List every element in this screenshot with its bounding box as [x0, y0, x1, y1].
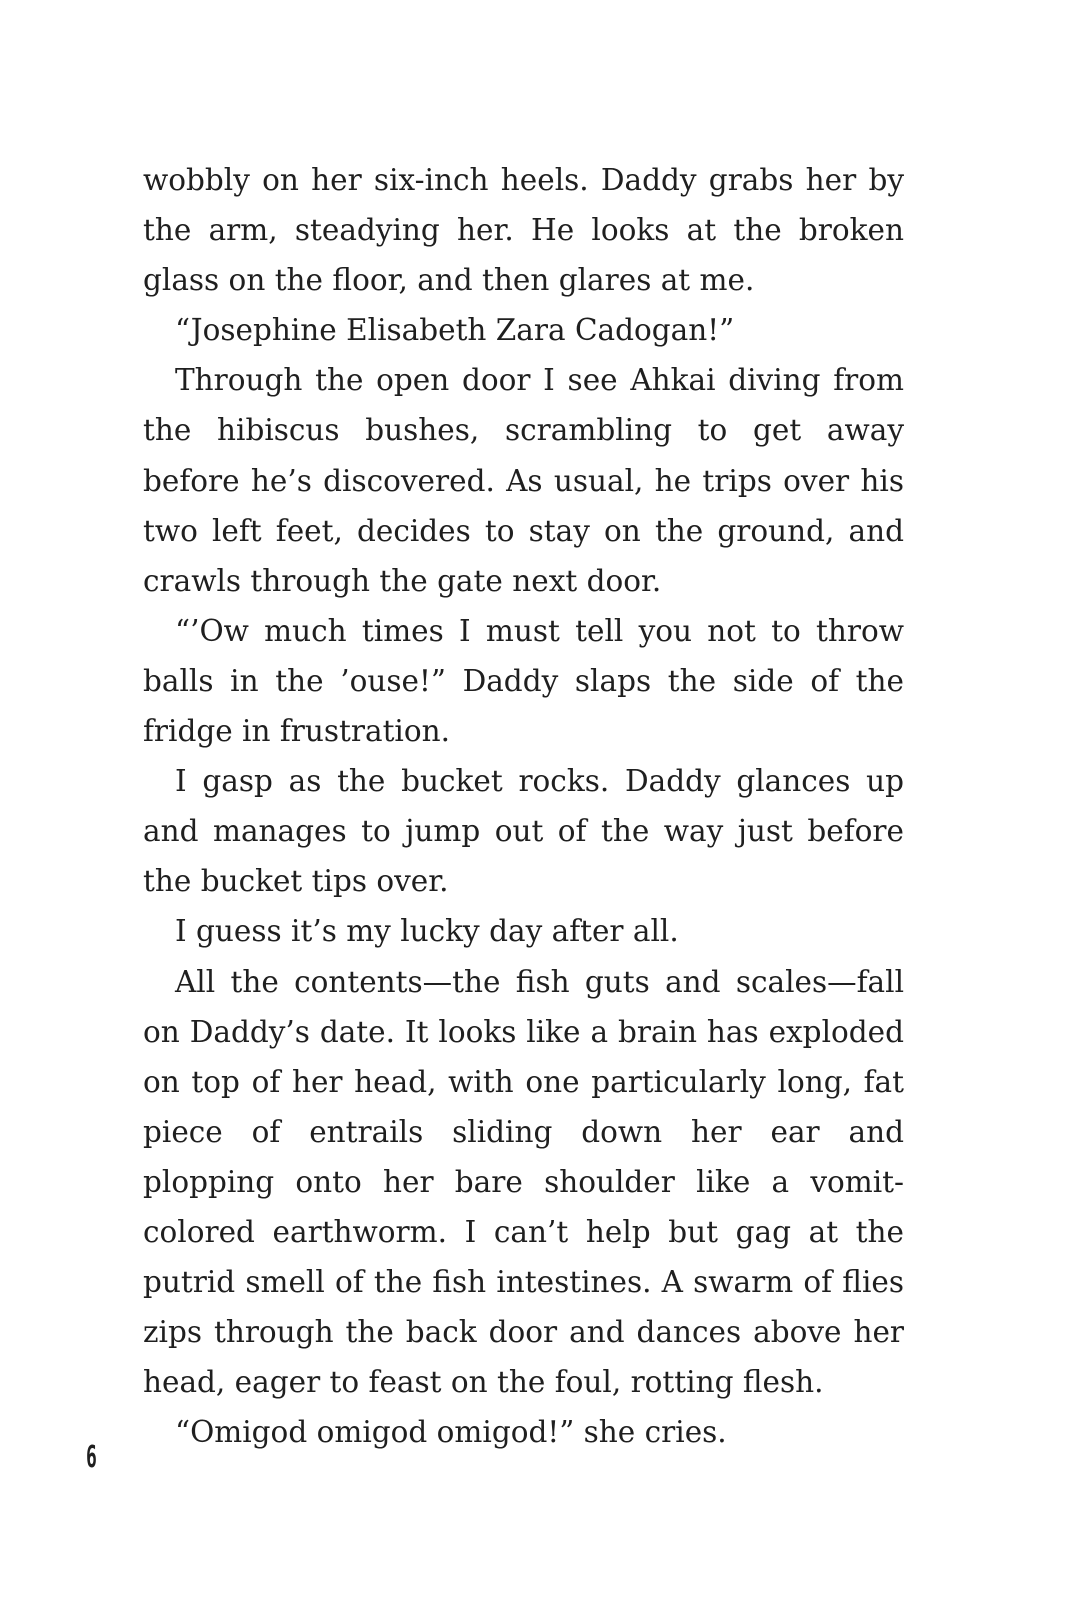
paragraph-dialogue-name: “Josephine Elisabeth Zara Cadogan!” [175, 313, 735, 348]
paragraph-continued: wobbly on her six-inch heels. Daddy grabs her by the arm, steadying her. He looks at the broken glass on the floor, and then glares at me. [143, 163, 904, 298]
paragraph-ahkai-escape: Through the open door I see Ahkai diving from the hibiscus bushes, scrambling to get away before he’s discovered. As usual, he trips over his two left feet, decides to stay on the ground, and crawls through the gate next door. [143, 363, 904, 598]
paragraph-daddy-scold: “’Ow much times I must tell you not to throw balls in the ’ouse!” Daddy slaps the side of the fridge in frustration. [143, 613, 904, 749]
paragraph-bucket-rocks: I gasp as the bucket rocks. Daddy glances up and manages to jump out of the way just before the bucket tips over. [143, 764, 904, 899]
paragraph-fish-guts: All the contents—the fish guts and scales—fall on Daddy’s date. It looks like a brain has exploded on top of her head, with one particularly long, fat piece of entrails sliding down her ear and plopping onto her bare shoulder like a vomit-colored earthworm. I can’t help but gag at the putrid smell of the fish intestines. A swarm of flies zips through the back door and dances above her head, eager to feast on the foul, rotting flesh. [143, 964, 904, 1400]
body-text [143, 155, 904, 1457]
page-number: 6 [86, 1440, 97, 1475]
paragraph-lucky-day: I guess it’s my lucky day after all. [175, 914, 679, 949]
paragraph-omigod: “Omigod omigod omigod!” she cries. [175, 1415, 727, 1450]
